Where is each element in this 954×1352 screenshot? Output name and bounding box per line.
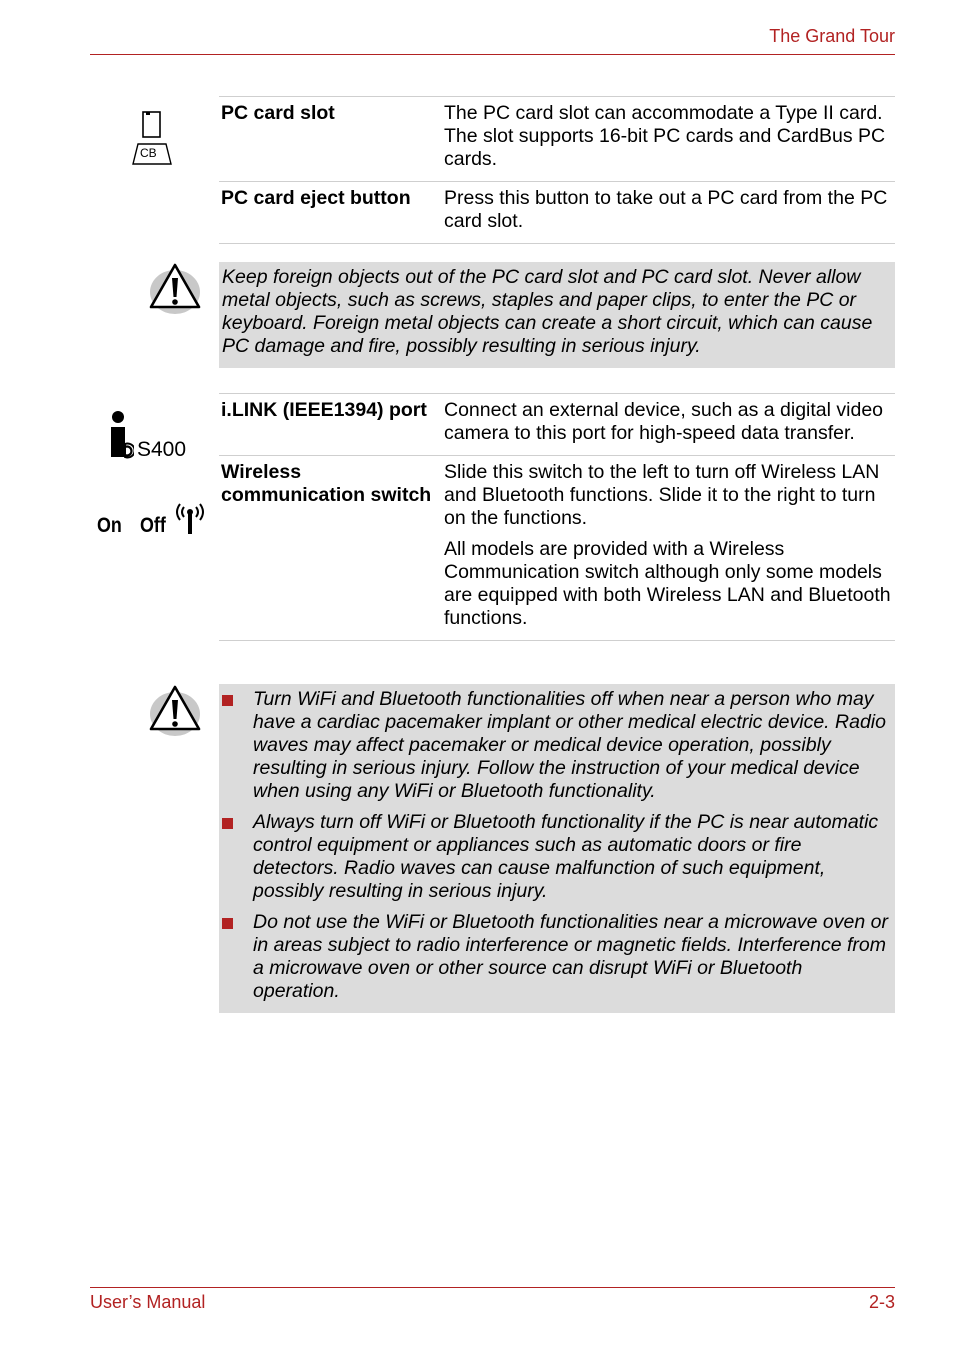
table-row [219, 96, 895, 181]
list-item [222, 688, 889, 803]
term-wireless-switch: Wireless communication switch [221, 461, 432, 506]
caution-item-text: Do not use the WiFi or Bluetooth functionalities near a microwave oven or in areas subject to radio interference or magnetic fields. Interference from a microwave oven or other source can disrupt WiFi or Bluetooth operation. [253, 911, 888, 1002]
list-item [222, 911, 889, 1003]
pc-card-table [219, 96, 895, 244]
caution-box-pc-card [219, 262, 895, 368]
caution-item-text: Always turn off WiFi or Bluetooth functionality if the PC is near automatic control equipment or appliances such as automatic doors or fire detectors. Radio waves can cause malfunction of such equipment, possibly resulting in serious injury. [253, 811, 879, 902]
pc-card-icon-label: CB [140, 146, 157, 160]
caution-list [219, 684, 895, 1013]
pc-card-slot-icon [131, 110, 173, 168]
antenna-icon [173, 502, 207, 536]
caution-box-wireless [219, 684, 895, 1013]
desc-paragraph: Slide this switch to the left to turn off Wireless LAN and Bluetooth functions. Slide it to the right to turn on the functions. [444, 461, 880, 529]
bullet-square-icon [222, 918, 230, 1003]
desc-ilink-port [442, 394, 895, 455]
ports-table [219, 393, 895, 641]
term-pc-card-slot: PC card slot [221, 102, 335, 124]
page-header-title: The Grand Tour [769, 26, 895, 46]
ilink-icon-label: S400 [137, 438, 187, 461]
wireless-off-label: Off [140, 514, 166, 537]
caution-warning-icon [149, 262, 201, 316]
wireless-on-label: On [97, 514, 122, 537]
caution-warning-icon [149, 684, 201, 738]
header-divider [90, 54, 895, 55]
caution-item-text: Turn WiFi and Bluetooth functionalities off when near a person who may have a cardiac pacemaker implant or other medical electric device. Radio waves may affect pacemaker or medical device operation, possibly resulting in serious injury. Follow the instruction of your medical device when using any WiFi or Bluetooth functionality. [253, 688, 886, 802]
desc-paragraph: All models are provided with a Wireless Communication switch although only some models are equipped with both Wireless LAN and Bluetooth functions. [444, 538, 891, 629]
bullet-square-icon [222, 818, 230, 903]
term-pc-card-eject: PC card eject button [221, 187, 411, 209]
term-ilink-port: i.LINK (IEEE1394) port [221, 399, 427, 421]
footer-manual-title: User’s Manual [90, 1292, 206, 1312]
desc-pc-card-eject: Press this button to take out a PC card from the PC card slot. [444, 187, 888, 232]
table-row [219, 181, 895, 244]
caution-text: Keep foreign objects out of the PC card slot and PC card slot. Never allow metal objects, such as screws, staples and paper clips, to enter the PC or keyboard. Foreign metal objects can create a short circuit, which can cause PC damage and fire, possibly resulting in serious injury. [222, 266, 873, 357]
list-item [222, 811, 889, 903]
desc-paragraph: Connect an external device, such as a digital video camera to this port for high-speed data transfer. [444, 399, 884, 444]
table-row [219, 455, 895, 641]
footer-page-number: 2-3 [868, 1292, 895, 1312]
table-row [219, 393, 895, 455]
footer-divider [90, 1287, 895, 1288]
bullet-square-icon [222, 695, 230, 803]
wireless-switch-icon [97, 500, 209, 544]
desc-pc-card-slot: The PC card slot can accommodate a Type II card. The slot supports 16-bit PC cards and CardBus PC cards. [444, 102, 886, 170]
ilink-port-icon [108, 410, 198, 462]
desc-wireless-switch [442, 456, 895, 640]
